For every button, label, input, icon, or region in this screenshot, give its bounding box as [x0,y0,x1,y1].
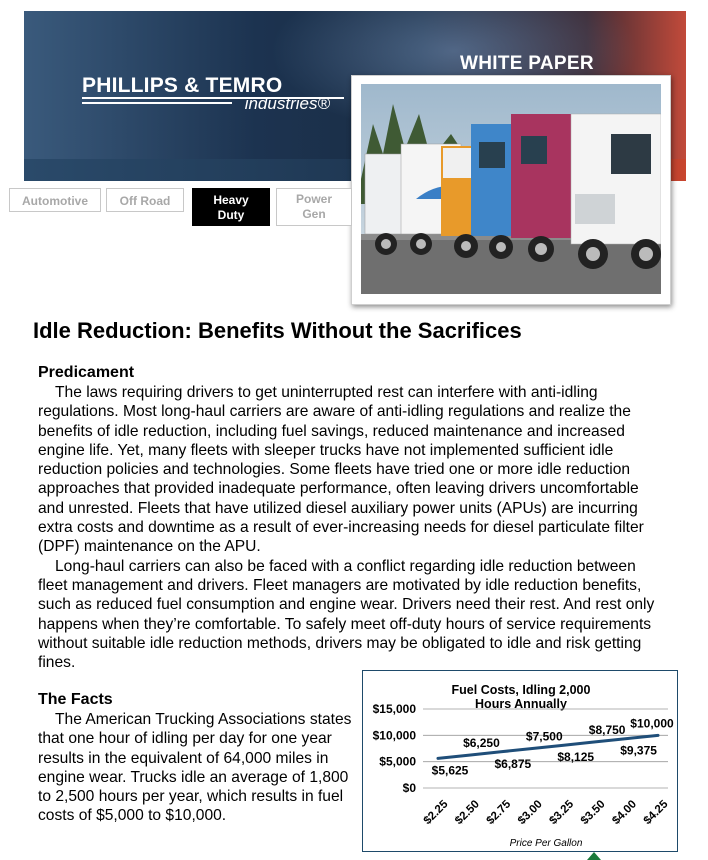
predicament-heading: Predicament [38,364,135,381]
facts-heading: The Facts [38,691,113,708]
chart-xtick-label: $3.25 [547,798,577,828]
chart-ytick-label: $10,000 [372,728,416,743]
logo-brand-text: PHILLIPS & TEMRO [82,74,283,97]
chart-data-label: $10,000 [630,716,674,731]
chart-xtick-label: $2.75 [484,798,514,828]
company-logo [82,74,344,116]
chart-xtick-label: $4.00 [610,798,640,828]
chart-ytick-label: $0 [402,781,416,795]
chart-data-label: $9,375 [620,743,657,758]
document-type-label: WHITE PAPER [460,53,594,74]
chart-title: Fuel Costs, Idling 2,000 Hours Annually [451,683,591,711]
predicament-paragraph-1: The laws requiring drivers to get uninterrupted rest can interfere with anti-idling regulations. Most long-haul carriers are aware of anti-idling regulations and realize the benefits of idle reduction, including fuel savings, reduced maintenance and increased engine life. Yet, many fleets with sleeper trucks have not implemented sufficient idle reduction policies and technologies. Some fleets have tried one or more idle reduction approaches that provided inadequate performance, often leaving drivers uncomfortable and unrested. Fleets that have utilized diesel auxiliary power units (APUs) are incurring extra costs and downtime as a result of ever-increasing needs for diesel particulate filter (DPF) maintenance on the APU. [38,384,644,556]
chart-xtick-label: $3.50 [578,798,608,828]
trucks-photo [351,75,671,305]
tab-off-road[interactable]: Off Road [106,188,184,212]
predicament-paragraph-2: Long-haul carriers can also be faced with a conflict regarding idle reduction between fleet management and drivers. Fleet managers are motivated by idle reduction benefits, such as reduced fuel consumption and engine wear. Drivers need their rest. And rest only happens when they’re comfortable. To safely meet off-duty hours of service requirements without suitable idle reduction methods, drivers may be obligated to idle and risk getting fines. [38,557,655,672]
chart-canvas [363,671,679,853]
chart-data-label: $5,625 [431,763,469,778]
chart-data-label: $6,875 [494,756,532,771]
chart-data-label: $8,125 [557,750,595,765]
predicament-body [38,383,662,672]
chart-xtick-label: $2.25 [421,798,451,828]
chart-xtick-label: $3.00 [515,798,545,828]
chart-data-label: $7,500 [525,729,563,744]
scroll-down-icon[interactable] [587,852,601,860]
logo-sub-text: industries® [244,94,330,113]
chart-ytick-label: $5,000 [379,754,416,769]
fuel-cost-chart [362,670,678,852]
chart-ytick-label: $15,000 [372,702,416,716]
tab-power-gen[interactable]: Power Gen [276,188,352,226]
chart-data-label: $8,750 [588,722,626,737]
chart-data-label: $6,250 [463,736,500,751]
chart-xtick-label: $4.25 [641,798,671,828]
tab-heavy-duty[interactable]: Heavy Duty [192,188,270,226]
facts-body [38,710,356,826]
facts-paragraph-1: The American Trucking Associations states that one hour of idling per day for one year results in the equivalent of 64,000 miles in engine wear. Trucks idle an average of 1,800 to 2,500 hours per year, which results in fuel costs of $5,000 to $10,000. [38,711,352,825]
chart-xaxis-label: Price Per Gallon [509,838,583,849]
tab-automotive[interactable]: Automotive [9,188,101,212]
page-title: Idle Reduction: Benefits Without the Sacrifices [33,318,522,343]
chart-xtick-label: $2.50 [453,798,482,828]
